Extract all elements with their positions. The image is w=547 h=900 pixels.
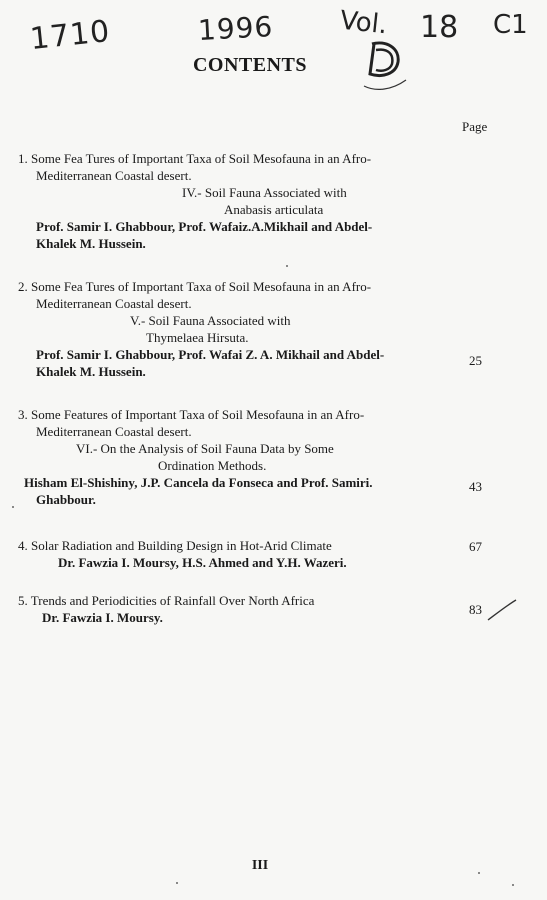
entry-title-line: Mediterranean Coastal desert. [36, 168, 192, 183]
entry-authors: Dr. Fawzia I. Moursy, H.S. Ahmed and Y.H. Wazeri. [58, 555, 347, 570]
handwritten-volume-number: 18 [420, 10, 459, 45]
toc-entry-1 [18, 150, 438, 252]
entry-subtitle-line: VI.- On the Analysis of Soil Fauna Data by Some [76, 441, 334, 456]
scan-speck [478, 872, 480, 874]
toc-entry-2 [18, 278, 438, 380]
entry-subtitle-line: V.- Soil Fauna Associated with [130, 313, 291, 328]
handwritten-vol: Vol. [338, 5, 389, 41]
entry-title-line: 3. Some Features of Important Taxa of Soil Mesofauna in an Afro- [18, 407, 365, 422]
entry-page-number: 43 [469, 479, 482, 494]
page-number-footer: III [251, 858, 269, 873]
entry-title-line: Mediterranean Coastal desert. [36, 424, 192, 439]
entry-subtitle-line: IV.- Soil Fauna Associated with [182, 185, 347, 200]
entry-page-number: 67 [469, 539, 482, 554]
handwritten-number-1710: 1710 [28, 13, 112, 58]
handwritten-check-mark [486, 598, 518, 624]
entry-subtitle-line: Ordination Methods. [158, 458, 267, 473]
toc-entry-5 [18, 592, 438, 626]
entry-page-number: 25 [469, 353, 482, 368]
scan-speck [512, 884, 514, 886]
entry-authors: Ghabbour. [36, 492, 96, 507]
entry-subtitle-line: Anabasis articulata [224, 202, 324, 217]
entry-title-line: 1. Some Fea Tures of Important Taxa of Soil Mesofauna in an Afro- [18, 151, 372, 166]
scan-speck [286, 265, 288, 267]
entry-authors: Khalek M. Hussein. [36, 236, 146, 251]
entry-authors: Hisham El-Shishiny, J.P. Cancela da Fonseca and Prof. Samiri. [24, 475, 373, 490]
handwritten-code: C1 [493, 10, 528, 40]
page-title: CONTENTS [192, 54, 308, 76]
entry-authors: Prof. Samir I. Ghabbour, Prof. Wafai Z. A. Mikhail and Abdel- [36, 347, 385, 362]
entry-authors: Dr. Fawzia I. Moursy. [42, 610, 163, 625]
entry-authors: Khalek M. Hussein. [36, 364, 146, 379]
entry-title-line: 5. Trends and Periodicities of Rainfall Over North Africa [18, 593, 315, 608]
toc-entry-4 [18, 537, 438, 571]
entry-title-line: Mediterranean Coastal desert. [36, 296, 192, 311]
entry-subtitle-line: Thymelaea Hirsuta. [146, 330, 249, 345]
page-column-header: Page [462, 119, 488, 134]
entry-authors: Prof. Samir I. Ghabbour, Prof. Wafaiz.A.Mikhail and Abdel- [36, 219, 373, 234]
toc-entry-3 [18, 406, 438, 508]
scan-speck [176, 882, 178, 884]
handwritten-year: 1996 [197, 10, 275, 47]
entry-title-line: 2. Some Fea Tures of Important Taxa of Soil Mesofauna in an Afro- [18, 279, 372, 294]
entry-title-line: 4. Solar Radiation and Building Design in Hot-Arid Climate [18, 538, 332, 553]
entry-page-number: 83 [469, 602, 482, 617]
scan-speck [12, 506, 14, 508]
